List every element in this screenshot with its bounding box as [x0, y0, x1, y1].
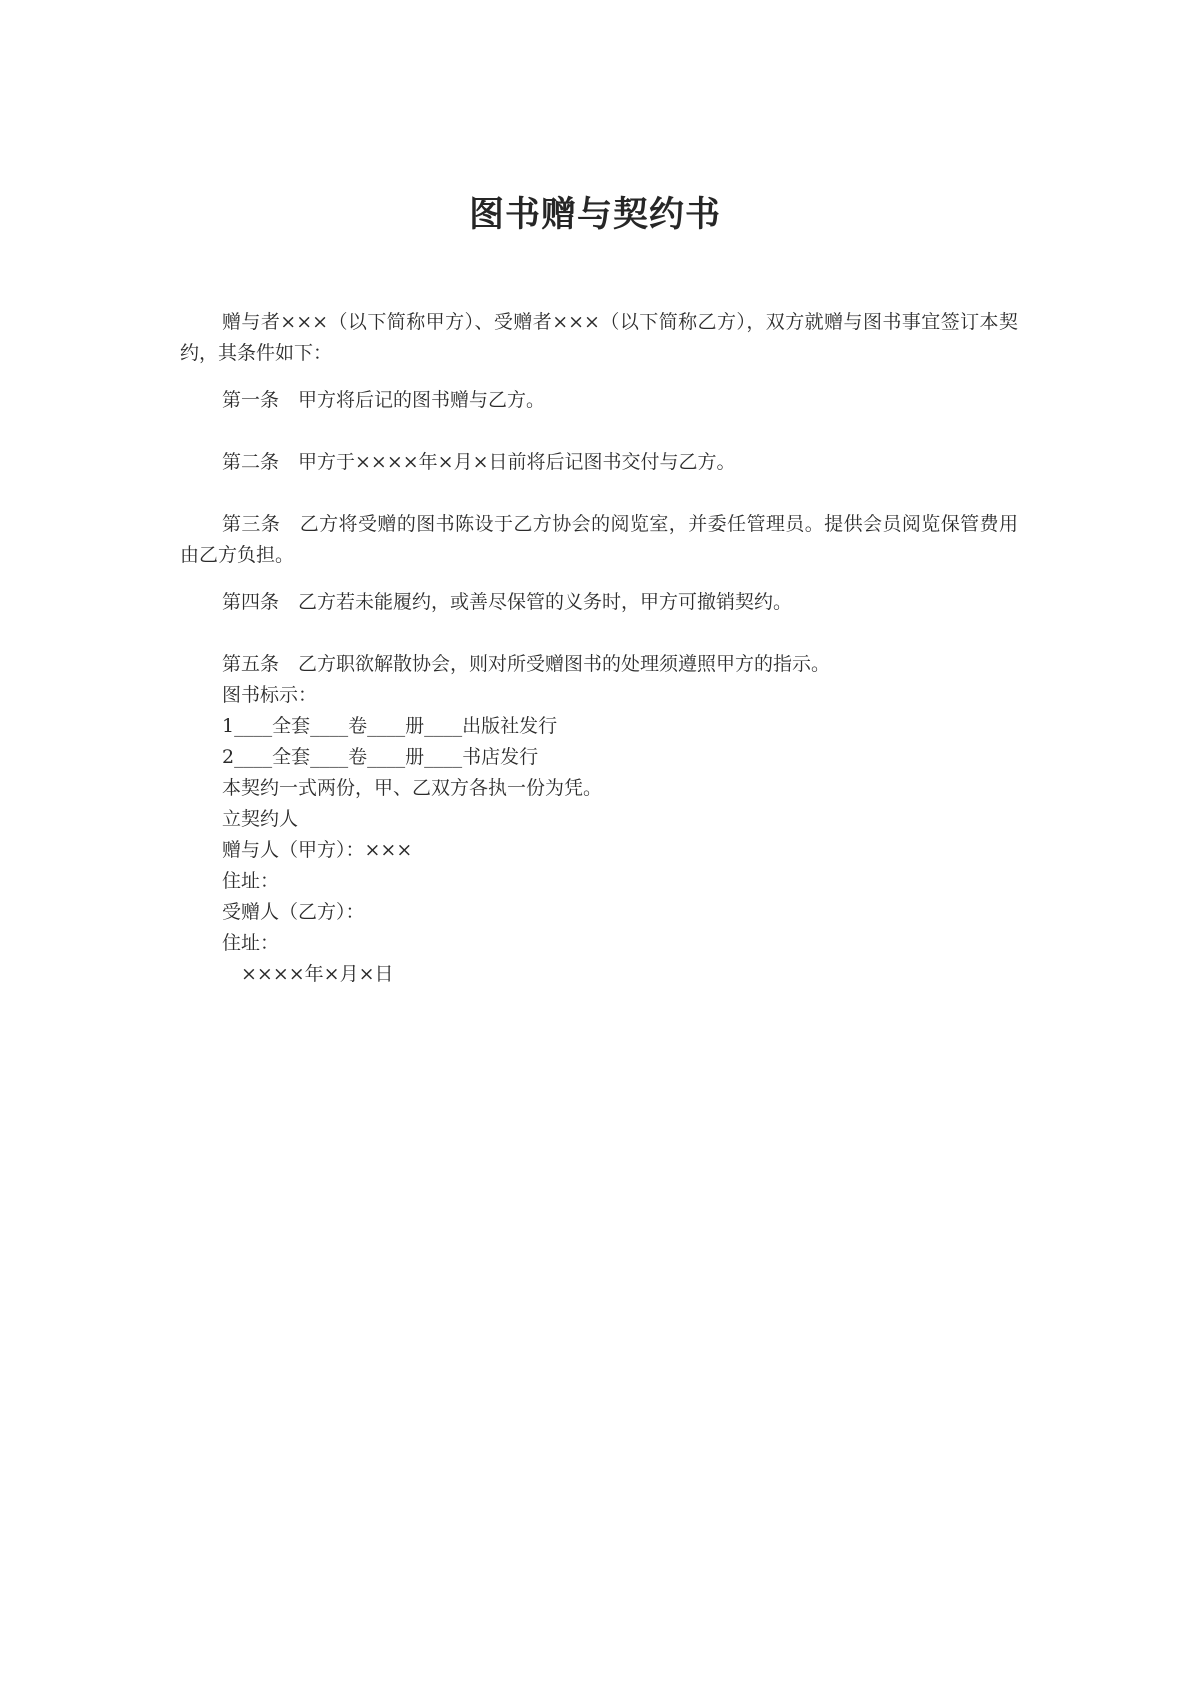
- article-1: 第一条 甲方将后记的图书赠与乙方。: [222, 389, 546, 411]
- article-2: 第二条 甲方于××××年×月×日前将后记图书交付与乙方。: [222, 451, 736, 473]
- book-item-2: 2____全套____卷____册____书店发行: [222, 746, 539, 768]
- book-list-heading: 图书标示：: [222, 684, 318, 706]
- signatories-heading: 立契约人: [222, 808, 299, 830]
- signing-date: ××××年×月×日: [222, 963, 394, 985]
- article-4: 第四条 乙方若未能履约，或善尽保管的义务时，甲方可撤销契约。: [222, 591, 793, 613]
- book-item-1: 1____全套____卷____册____出版社发行: [222, 715, 558, 737]
- article-5: 第五条 乙方职欲解散协会，则对所受赠图书的处理须遵照甲方的指示。: [222, 653, 831, 675]
- intro-paragraph: 赠与者×××（以下简称甲方）、受赠者×××（以下简称乙方），双方就赠与图书事宜签订本契约，其条件如下：: [180, 311, 1018, 364]
- document-title: 图书赠与契约书: [468, 195, 721, 235]
- copies-note: 本契约一式两份，甲、乙双方各执一份为凭。: [222, 777, 603, 799]
- article-3: 第三条 乙方将受赠的图书陈设于乙方协会的阅览室，并委任管理员。提供会员阅览保管费用由乙方负担。: [180, 513, 1018, 566]
- recipient-line: 受赠人（乙方）：: [222, 901, 365, 923]
- donor-address-line: 住址：: [222, 870, 280, 892]
- donor-line: 赠与人（甲方）：×××: [222, 839, 413, 861]
- recipient-address-line: 住址：: [222, 932, 280, 954]
